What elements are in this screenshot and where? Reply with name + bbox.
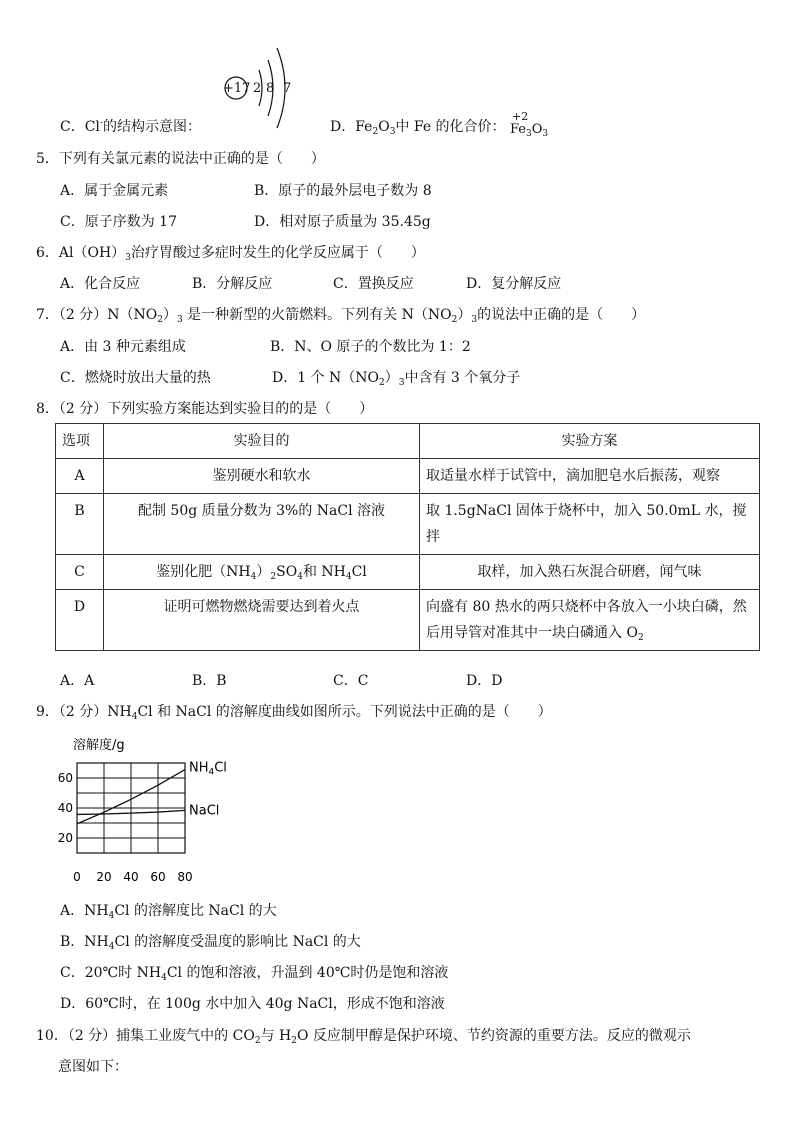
row-plan: 向盛有 80 热水的两只烧杯中各放入一小块白磷，然后用导管对准其中一块白磷通入 $O_2$ (420, 590, 760, 651)
header-goal: 实验目的 (104, 424, 420, 459)
experiment-table (55, 423, 760, 651)
q9-option-b: B．$NH_4Cl$ 的溶解度受温度的影响比 NaCl 的大 (60, 934, 361, 952)
series-label-nh4cl: $NH_4Cl$ (189, 760, 227, 778)
row-goal: 配制 50g 质量分数为 3%的 NaCl 溶液 (104, 494, 420, 555)
table-row (56, 555, 760, 590)
q5-option-d: D．相对原子质量为 35.45g (254, 214, 431, 230)
table-row (56, 459, 760, 494)
row-option: D (56, 590, 104, 651)
q8-answer-a: A．A (60, 673, 95, 689)
row-plan: 取适量水样于试管中，滴加肥皂水后振荡，观察 (420, 459, 760, 494)
q10-stem: 10．（2 分）捕集工业废气中的 $CO_2$与 $H_2O$ 反应制甲醇是保护环境、节约资源的重要方法。反应的微观示 (36, 1028, 691, 1046)
x-tick-label: 40 (123, 870, 139, 884)
table-header-row (56, 424, 760, 459)
y-tick-label: 60 (57, 771, 73, 785)
row-option: B (56, 494, 104, 555)
solubility-chart (55, 730, 255, 890)
y-tick-label: 40 (57, 801, 73, 815)
row-goal: 证明可燃物燃烧需要达到着火点 (104, 590, 420, 651)
atom-shell-1: 2 (253, 81, 262, 96)
q7-option-b: B．N、O 原子的个数比为 1：2 (270, 339, 471, 355)
q7-option-a: A．由 3 种元素组成 (60, 339, 186, 355)
header-option: 选项 (56, 424, 104, 459)
row-option: C (56, 555, 104, 590)
atom-shell-3: 7 (283, 81, 292, 96)
q5-stem: 5．下列有关氯元素的说法中正确的是（ ） (36, 151, 325, 167)
row-plan: 取 1.5gNaCl 固体于烧杯中，加入 50.0mL 水，搅拌 (420, 494, 760, 555)
q9-option-c: C．20℃时 $NH_4Cl$ 的饱和溶液，升温到 40℃时仍是饱和溶液 (60, 965, 449, 983)
atom-nucleus-charge: +17 (223, 81, 251, 96)
row-plan: 取样，加入熟石灰混合研磨，闻气味 (420, 555, 760, 590)
row-goal: 鉴别化肥$(NH_4)_2SO_4$和 $NH_4Cl$ (104, 555, 420, 590)
q5-option-b: B．原子的最外层电子数为 8 (254, 183, 432, 199)
q6-option-d: D．复分解反应 (466, 276, 562, 292)
atom-shell-2: 8 (266, 81, 275, 96)
q6-stem: 6．$Al(OH)_3$治疗胃酸过多症时发生的化学反应属于（ ） (36, 245, 425, 263)
y-axis-label: 溶解度/g (73, 738, 125, 753)
y-tick-label: 20 (57, 831, 73, 845)
valence-formula: $Fe_3O_3$ (510, 122, 549, 139)
valence-mark: +2 (512, 110, 529, 123)
q9-stem: 9．（2 分）$NH_4Cl$ 和 NaCl 的溶解度曲线如图所示。下列说法中正确的是（ ） (36, 704, 552, 722)
q7-option-d: D．1 个 $N(NO_2)_3$中含有 3 个氧分子 (272, 370, 521, 388)
q8-answer-c: C．C (333, 673, 369, 689)
x-tick-label: 0 (73, 870, 81, 884)
table-row (56, 494, 760, 555)
table-row (56, 590, 760, 651)
q10-stem-line2: 意图如下： (58, 1059, 128, 1075)
q7-option-c: C．燃烧时放出大量的热 (60, 370, 211, 386)
x-tick-label: 80 (177, 870, 193, 884)
q5-option-c: C．原子序数为 17 (60, 214, 177, 230)
q6-option-a: A．化合反应 (60, 276, 141, 292)
x-tick-label: 60 (150, 870, 166, 884)
option-c-chloride: C．Cl-的结构示意图： (60, 118, 201, 135)
q8-answer-d: D．D (466, 673, 503, 689)
series-label-nacl: NaCl (189, 803, 220, 819)
q9-option-a: A．$NH_4Cl$ 的溶解度比 NaCl 的大 (60, 903, 277, 921)
q8-stem: 8．（2 分）下列实验方案能达到实验目的的是（ ） (36, 401, 374, 417)
row-option: A (56, 459, 104, 494)
q8-answer-b: B．B (192, 673, 227, 689)
q5-option-a: A．属于金属元素 (60, 183, 169, 199)
row-goal: 鉴别硬水和软水 (104, 459, 420, 494)
q7-stem: 7．（2 分）$N(NO_2)_3$ 是一种新型的火箭燃料。下列有关 $N(NO_2)_3$的说法中正确的是（ ） (36, 307, 646, 325)
x-tick-label: 20 (96, 870, 112, 884)
q9-option-d: D．60℃时，在 100g 水中加入 40g NaCl，形成不饱和溶液 (60, 996, 445, 1012)
header-plan: 实验方案 (420, 424, 760, 459)
option-d-iron-valence: D．$Fe_2O_3$中 Fe 的化合价： (330, 119, 506, 137)
q6-option-c: C．置换反应 (333, 276, 414, 292)
q6-option-b: B．分解反应 (192, 276, 273, 292)
